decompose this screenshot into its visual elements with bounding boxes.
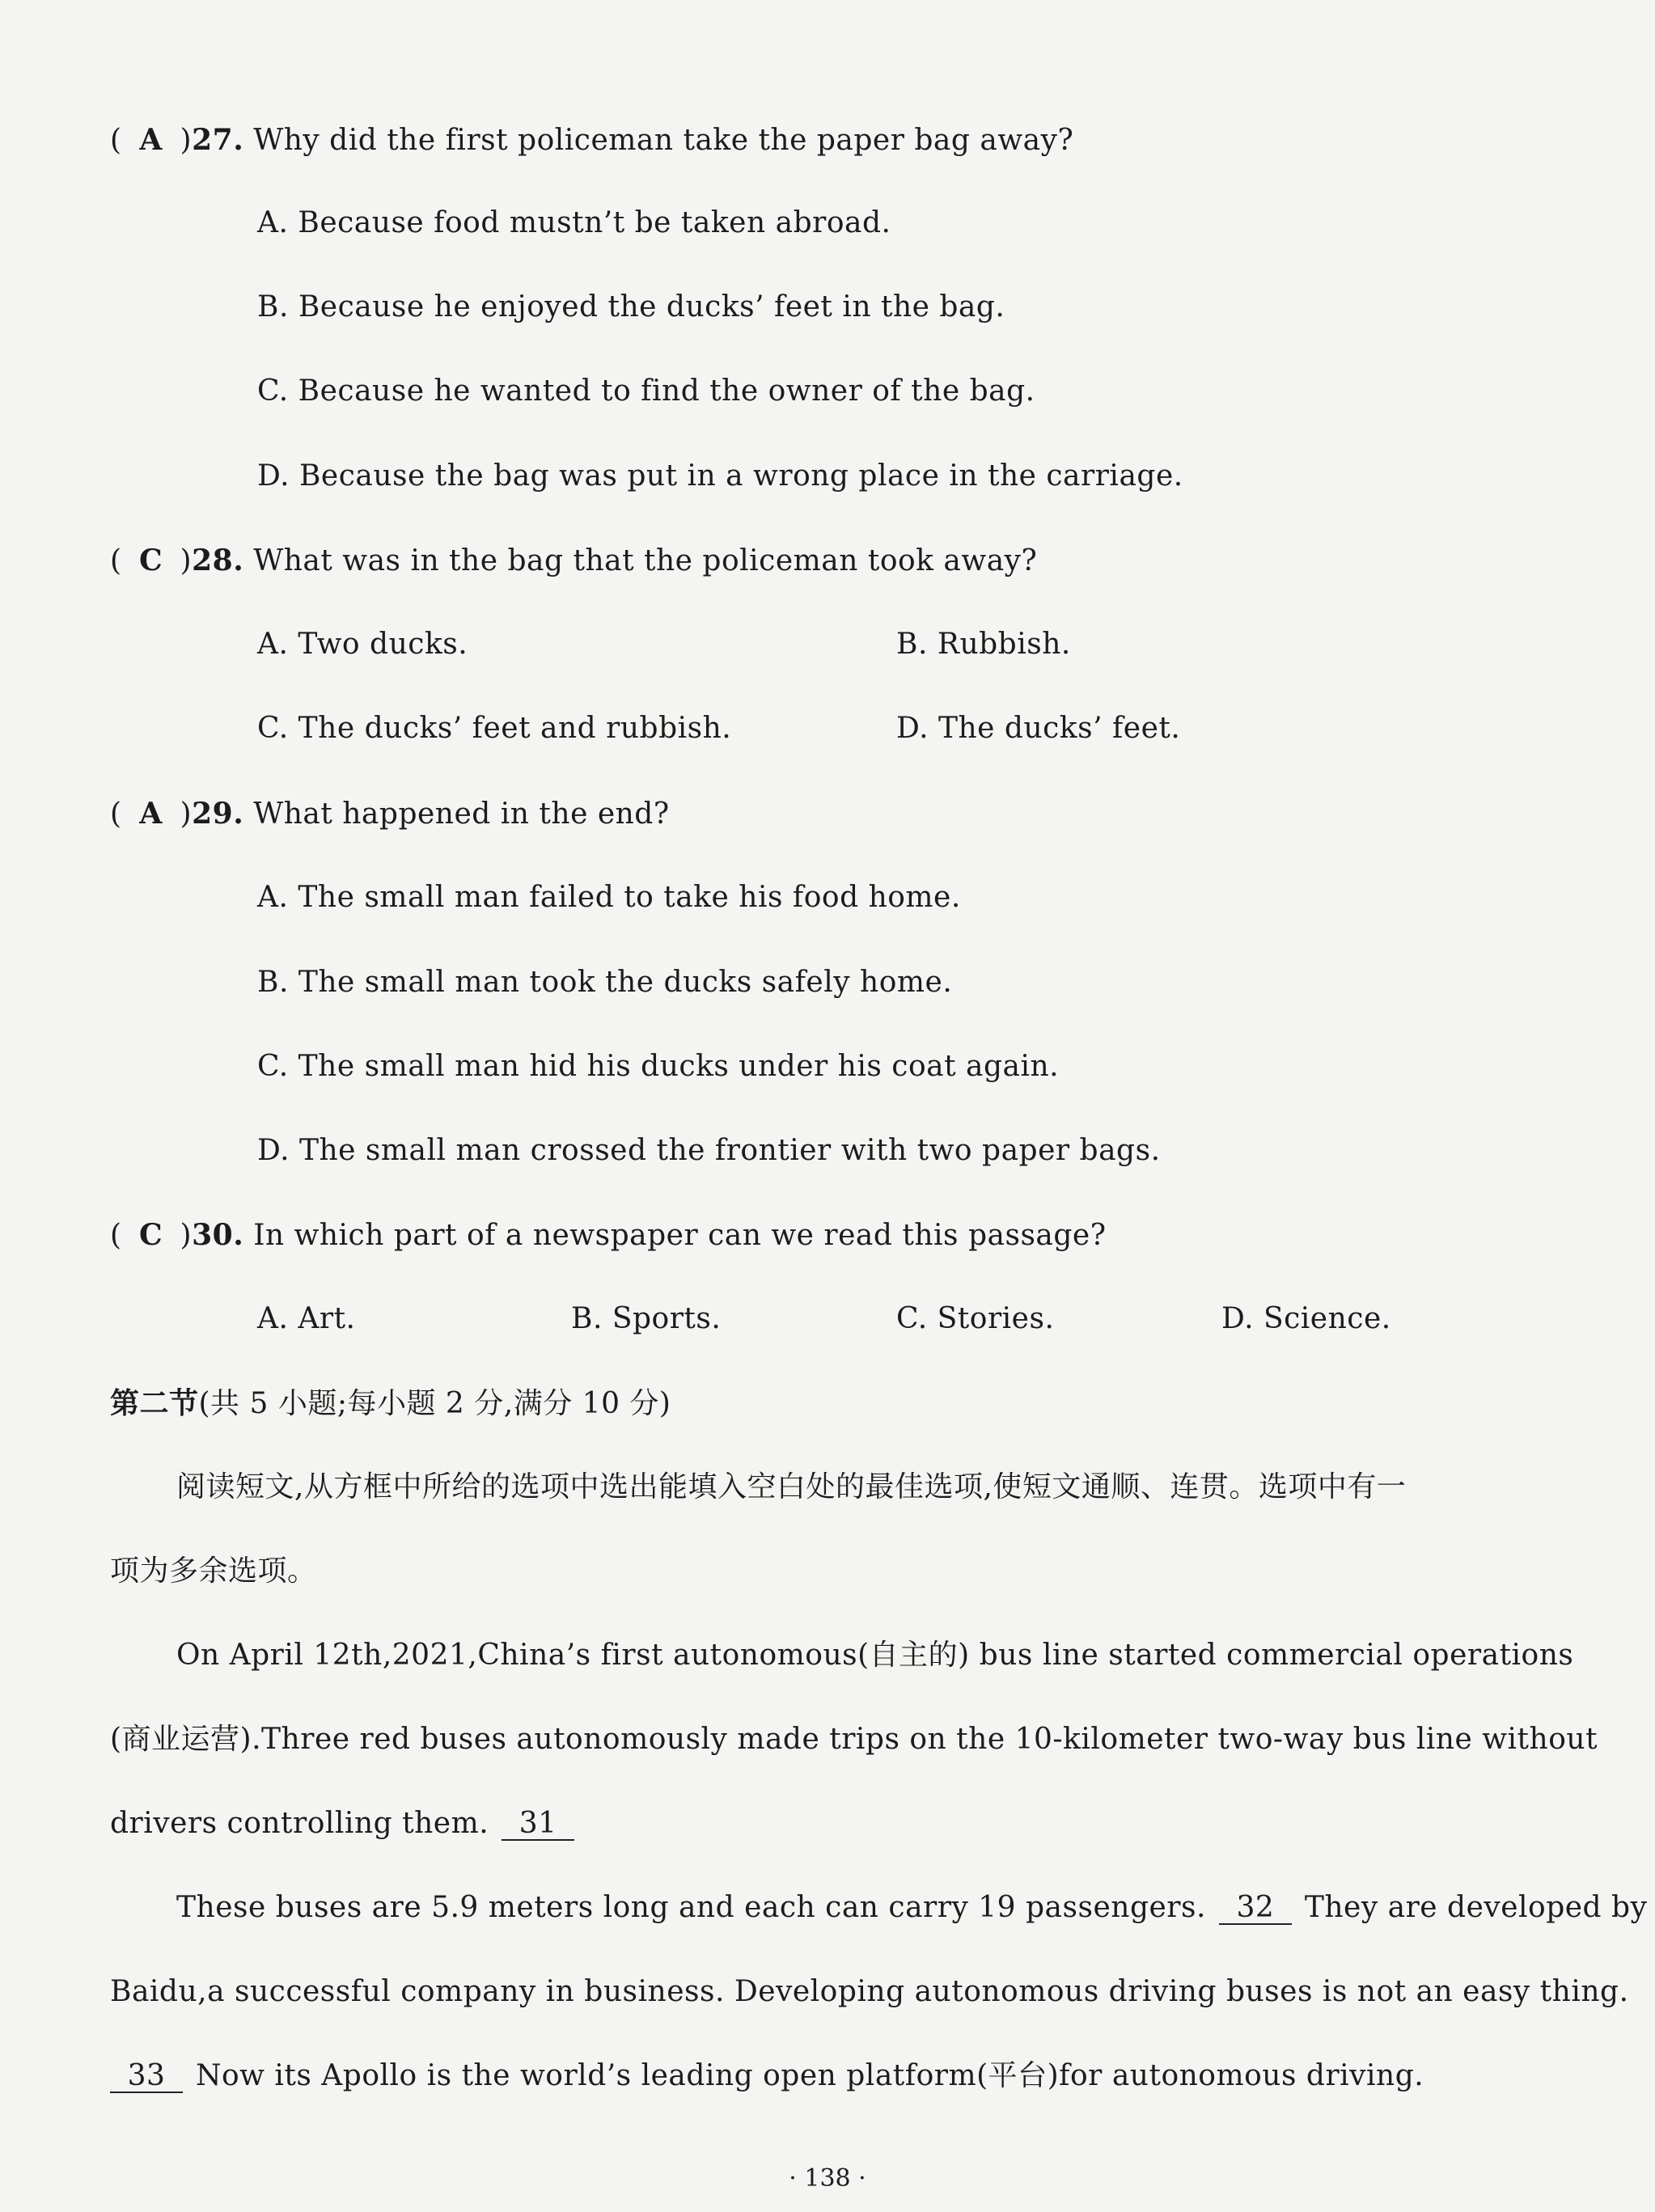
question-text: What was in the bag that the policeman took away? bbox=[253, 544, 1038, 577]
question-29 bbox=[110, 795, 670, 833]
answer-28: C bbox=[138, 543, 163, 577]
answer-30: C bbox=[138, 1218, 163, 1252]
option-27a: A. Because food mustn’t be taken abroad. bbox=[257, 206, 891, 239]
option-29c: C. The small man hid his ducks under his coat again. bbox=[257, 1050, 1060, 1083]
answer-paren-close: ) bbox=[180, 544, 193, 577]
blank-33: 33 bbox=[110, 2061, 183, 2093]
answer-paren-close: ) bbox=[180, 124, 193, 157]
answer-27: A bbox=[139, 123, 163, 157]
answer-paren-open: ( bbox=[110, 544, 122, 577]
passage-p2-line1 bbox=[176, 1889, 1647, 1927]
page-number: · 138 · bbox=[789, 2164, 866, 2193]
option-28d: D. The ducks’ feet. bbox=[896, 712, 1181, 745]
option-28b: B. Rubbish. bbox=[896, 628, 1071, 661]
blank-32: 32 bbox=[1219, 1893, 1292, 1925]
answer-paren-close: ) bbox=[180, 1219, 193, 1252]
answer-29: A bbox=[139, 797, 163, 831]
question-number: 28. bbox=[192, 543, 244, 577]
answer-paren-open: ( bbox=[110, 124, 122, 157]
option-28a: A. Two ducks. bbox=[257, 628, 468, 661]
option-30a: A. Art. bbox=[257, 1302, 356, 1335]
question-number: 30. bbox=[192, 1218, 244, 1252]
section-detail: (共 5 小题;每小题 2 分,满分 10 分) bbox=[198, 1387, 671, 1420]
answer-paren-open: ( bbox=[110, 1219, 122, 1252]
section-instruction-line2: 项为多余选项。 bbox=[110, 1554, 317, 1588]
option-29b: B. The small man took the ducks safely home. bbox=[257, 966, 953, 999]
passage-p1-line2: (商业运营).Three red buses autonomously made trips on the 10-kilometer two-way bus line without bbox=[110, 1723, 1598, 1756]
option-30c: C. Stories. bbox=[896, 1302, 1055, 1335]
question-28 bbox=[110, 542, 1037, 580]
passage-p1-line3 bbox=[110, 1805, 578, 1842]
passage-text: drivers controlling them. bbox=[110, 1807, 489, 1840]
question-text: Why did the first policeman take the paper bag away? bbox=[253, 124, 1074, 157]
passage-text: Now its Apollo is the world’s leading open platform(平台)for autonomous driving. bbox=[195, 2059, 1424, 2092]
passage-p1-line1: On April 12th,2021,China’s first autonomous(自主的) bus line started commercial operations bbox=[176, 1639, 1574, 1672]
answer-paren-close: ) bbox=[180, 797, 193, 831]
question-number: 29. bbox=[192, 797, 244, 831]
passage-p2-line3 bbox=[110, 2058, 1424, 2095]
page-number-value: 138 bbox=[804, 2164, 851, 2193]
question-text: What happened in the end? bbox=[253, 797, 670, 831]
question-text: In which part of a newspaper can we read this passage? bbox=[253, 1219, 1107, 1252]
option-29a: A. The small man failed to take his food home. bbox=[257, 881, 961, 914]
passage-text: These buses are 5.9 meters long and each can carry 19 passengers. bbox=[176, 1891, 1206, 1924]
question-27 bbox=[110, 121, 1073, 159]
blank-31: 31 bbox=[502, 1808, 574, 1841]
option-30b: B. Sports. bbox=[571, 1302, 722, 1335]
section-instruction-line1: 阅读短文,从方框中所给的选项中选出能填入空白处的最佳选项,使短文通顺、连贯。选项中有一 bbox=[176, 1470, 1407, 1504]
option-28c: C. The ducks’ feet and rubbish. bbox=[257, 712, 732, 745]
passage-text: They are developed by bbox=[1304, 1891, 1648, 1924]
option-30d: D. Science. bbox=[1221, 1302, 1391, 1335]
question-30 bbox=[110, 1216, 1107, 1254]
passage-p2-line2: Baidu,a successful company in business. Developing autonomous driving buses is not an easy thing. bbox=[110, 1975, 1629, 2008]
question-number: 27. bbox=[192, 123, 244, 157]
answer-paren-open: ( bbox=[110, 797, 122, 831]
option-27c: C. Because he wanted to find the owner of the bag. bbox=[257, 374, 1035, 408]
option-27b: B. Because he enjoyed the ducks’ feet in the bag. bbox=[257, 290, 1005, 324]
section-heading bbox=[110, 1385, 671, 1423]
option-27d: D. Because the bag was put in a wrong place in the carriage. bbox=[257, 459, 1183, 493]
option-29d: D. The small man crossed the frontier with two paper bags. bbox=[257, 1134, 1161, 1167]
section-title: 第二节 bbox=[110, 1386, 199, 1420]
